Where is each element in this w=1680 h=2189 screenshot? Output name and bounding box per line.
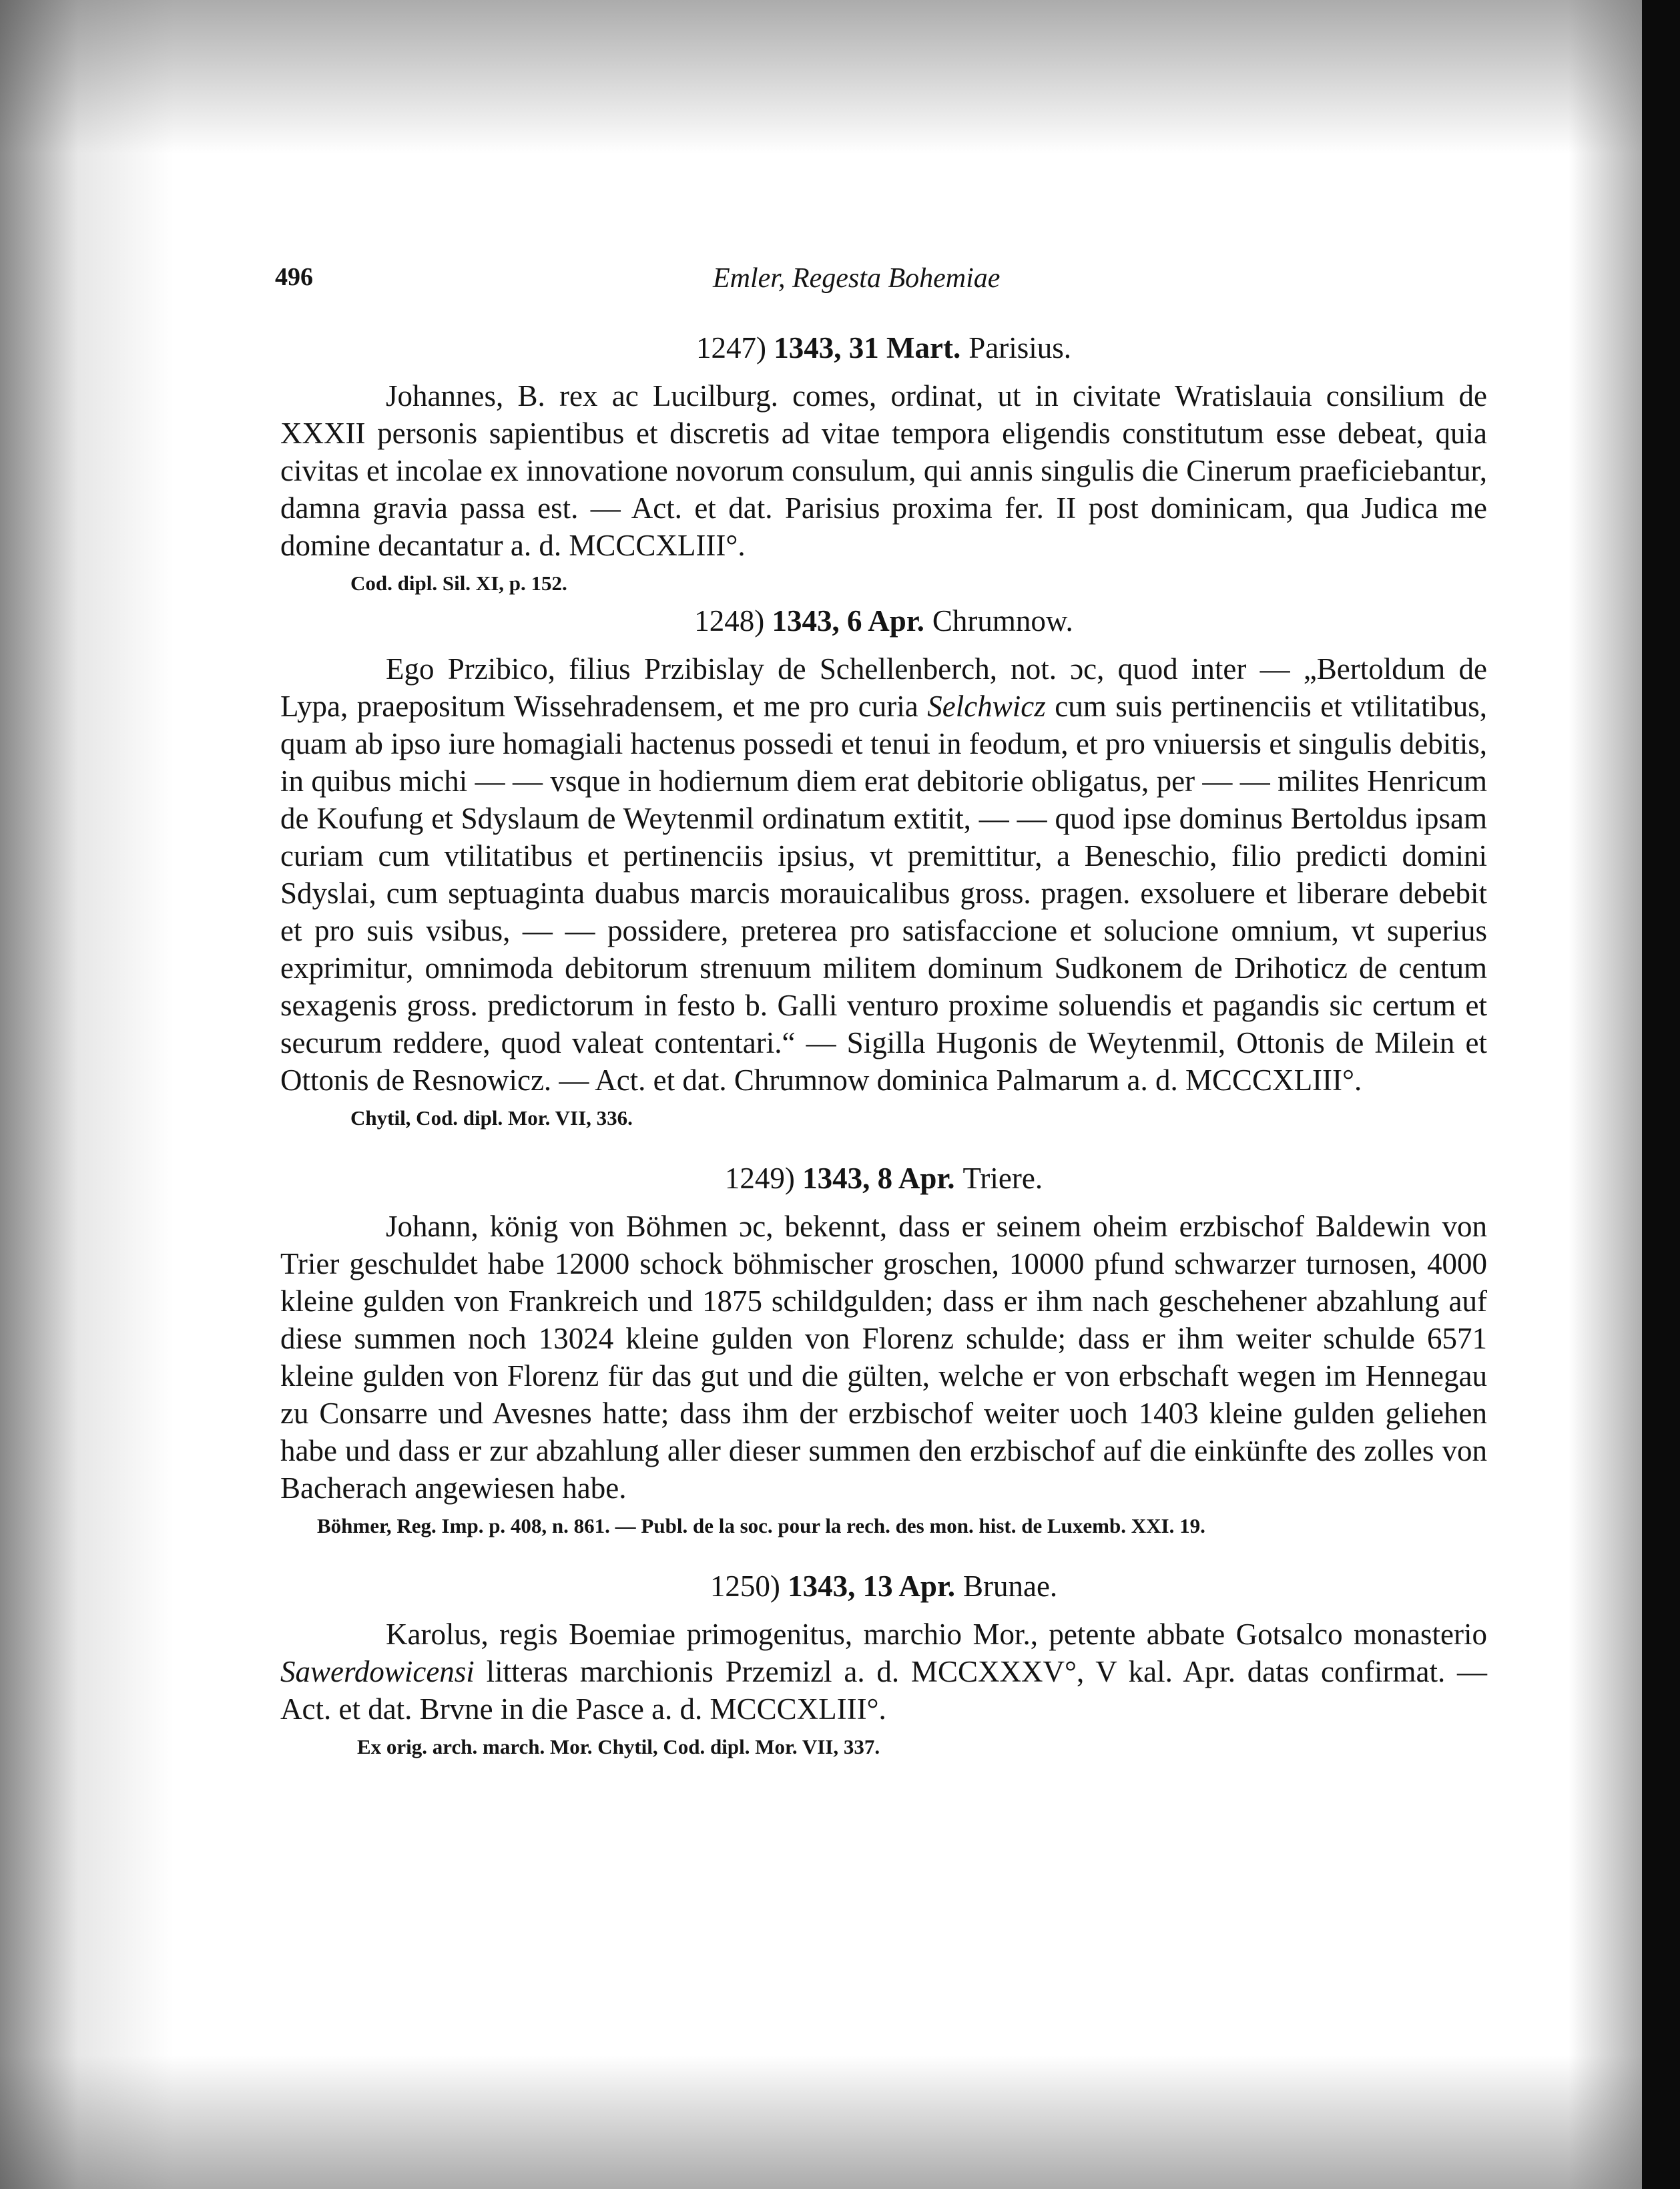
entry-body: Ego Przibico, filius Przibislay de Schellenberch, not. ɔc, quod inter — „Bertoldum de Lypa, praepositum Wissehradensem, et me pro curia Selchwicz cum suis pertinenciis et vtilitatibus, quam ab ipso iure homagiali hactenus possedi et tenui in feodum, et pro vniuersis et singulis debitis, in quibus michi — — vsque in hodiernum diem erat debitorie obligatus, per — — milites Henricum de Koufung et Sdyslaum de Weytenmil ordinatum extitit, — — quod ipse dominus Bertoldus ipsam curiam cum vtilitatibus et pertinenciis ipsius, vt premittitur, a Beneschio, filio predicti domini Sdyslai, cum septuaginta duabus marcis morauicalibus gross. pragen. exsoluere et liberare debebit et pro suis vsibus, — — possidere, preterea pro satisfaccione et solucione omnium, vt superius exprimitur, omnimoda debitorum strenuum militem dominum Sudkonem de Drihoticz de centum sexagenis gross. predictorum in festo b. Galli venturo proxime soluendis et pagandis sic certum et securum reddere, quod valeat contentari.“ — Sigilla Hugonis de Weytenmil, Ottonis de Milein et Ottonis de Resnowicz. — Act. et dat. Chrumnow dominica Palmarum a. d. MCCCXLIII°. [280, 652, 1487, 1097]
entry-1248 [280, 602, 1487, 1134]
entry-1247 [280, 329, 1487, 599]
running-title: Emler, Regesta Bohemiae [713, 263, 1001, 294]
entry-place: Parisius. [968, 331, 1071, 364]
entry-heading [280, 1160, 1487, 1198]
entry-heading [280, 602, 1487, 640]
italic-place-name: Selchwicz [927, 690, 1046, 723]
entry-date: 1343, 6 Apr. [772, 604, 924, 638]
entry-place: Chrumnow. [932, 604, 1073, 638]
italic-place-name: Sawerdowicensi [280, 1655, 475, 1688]
entry-source: Chytil, Cod. dipl. Mor. VII, 336. [350, 1106, 633, 1130]
entry-place: Brunae. [962, 1569, 1058, 1603]
scan-shadow-bottom [0, 2055, 1642, 2189]
entry-date: 1343, 8 Apr. [802, 1162, 955, 1195]
entry-heading [280, 1567, 1487, 1606]
entry-body: Karolus, regis Boemiae primogenitus, marchio Mor., petente abbate Gotsalco monasterio Sawerdowicensi litteras marchionis Przemizl a. d. MCCXXXV°, V kal. Apr. datas confirmat. — Act. et dat. Brvne in die Pasce a. d. MCCCXLIII°. [280, 1618, 1487, 1726]
entry-place: Triere. [962, 1162, 1043, 1195]
entry-date: 1343, 13 Apr. [788, 1569, 955, 1603]
entry-number: 1250) [710, 1569, 780, 1603]
entry-source: Böhmer, Reg. Imp. p. 408, n. 861. — Publ. de la soc. pour la rech. des mon. hist. de Luxemb. XXI. 19. [317, 1514, 1205, 1537]
entry-number: 1249) [724, 1162, 795, 1195]
entry-number: 1247) [696, 331, 767, 364]
page-number: 496 [275, 263, 313, 291]
scan-border-right [1642, 0, 1680, 2189]
text-block [280, 329, 1487, 1763]
entry-body: Johannes, B. rex ac Lucilburg. comes, ordinat, ut in civitate Wratislauia consilium de XXXII personis sapientibus et discretis ad vitae tempora eligendis constitutum esse debeat, quia civitas et incolae ex innovatione novorum consulum, qui annis singulis die Cinerum praeficiebantur, damna gravia passa est. — Act. et dat. Parisius proxima fer. II post dominicam, qua Judica me domine decantatur a. d. MCCCXLIII°. [280, 379, 1487, 562]
entry-heading [280, 329, 1487, 367]
entry-source: Ex orig. arch. march. Mor. Chytil, Cod. dipl. Mor. VII, 337. [357, 1735, 880, 1758]
entry-body: Johann, könig von Böhmen ɔc, bekennt, dass er seinem oheim erzbischof Baldewin von Trier geschuldet habe 12000 schock böhmischer groschen, 10000 pfund schwarzer turnosen, 4000 kleine gulden von Frankreich und 1875 schildgulden; dass er ihm nach geschehener abzahlung auf diese summen noch 13024 kleine gulden von Florenz schulde; dass er ihm weiter schulde 6571 kleine gulden von Florenz für das gut und die gülten, welche er von erbschaft wegen im Hennegau zu Consarre und Avesnes hatte; dass ihm der erzbischof weiter uoch 1403 kleine gulden geliehen habe und dass er zur abzahlung aller dieser summen den erzbischof auf die einkünfte des zolles von Bacherach angewiesen habe. [280, 1210, 1487, 1505]
scan-shadow-right [1569, 0, 1642, 2189]
scan-shadow-left [0, 0, 174, 2189]
scan-shadow-top [0, 0, 1642, 154]
entry-date: 1343, 31 Mart. [774, 331, 961, 364]
entry-1249 [280, 1160, 1487, 1542]
entry-1250 [280, 1567, 1487, 1763]
entry-source: Cod. dipl. Sil. XI, p. 152. [350, 571, 567, 595]
entry-number: 1248) [694, 604, 765, 638]
